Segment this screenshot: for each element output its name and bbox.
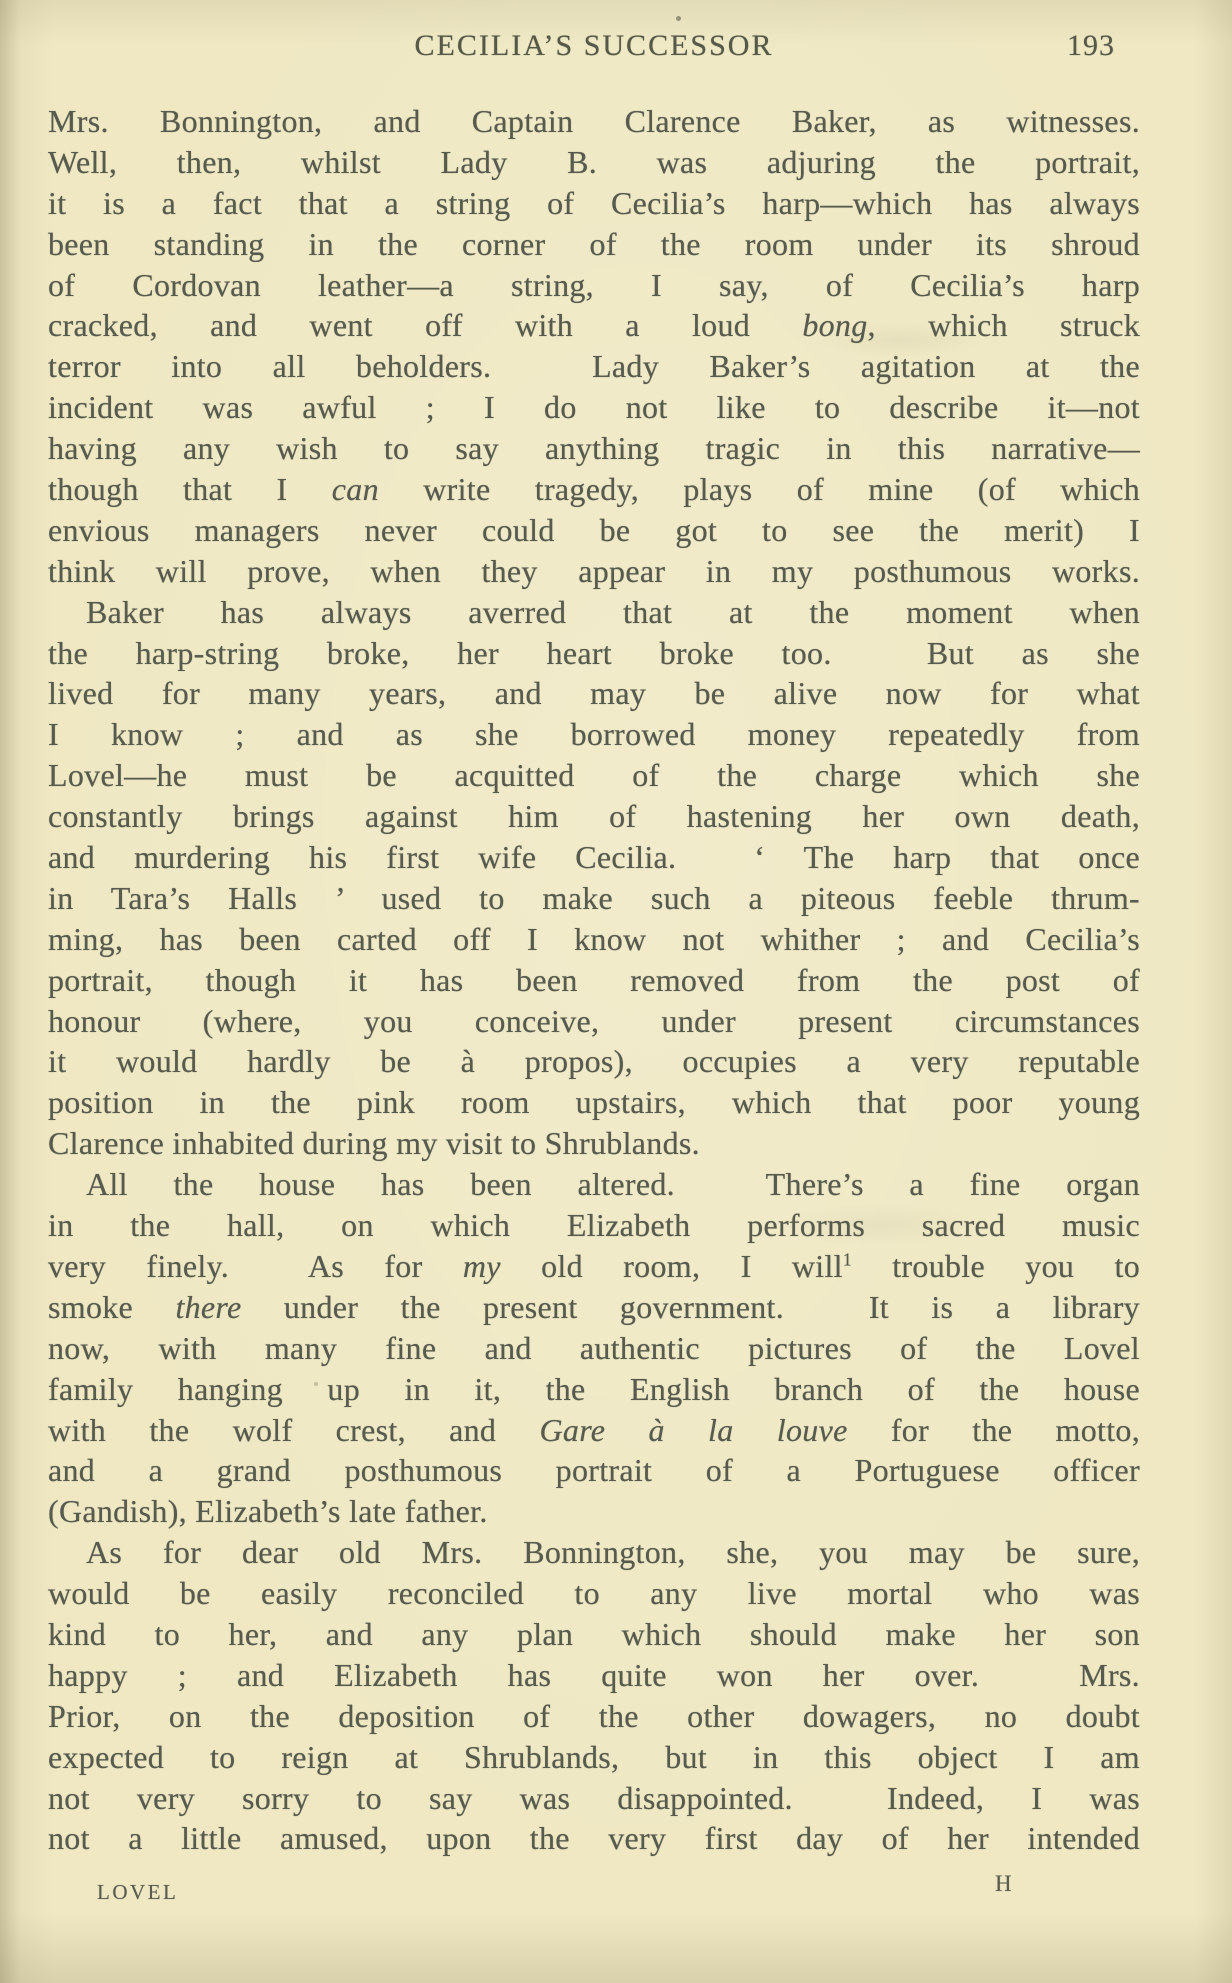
text-segment: Well, then, whilst Lady B. was adjuring the portrait, <box>48 143 1140 180</box>
text-segment: ming, has been carted off I know not whither ; and Cecilia’s <box>48 920 1140 957</box>
text-line <box>48 1532 1140 1573</box>
text-segment: and a grand posthumous portrait of a Portuguese officer <box>48 1452 1140 1489</box>
text-line <box>48 1573 1140 1614</box>
text-line <box>48 1246 1140 1287</box>
text-line <box>48 1696 1140 1737</box>
text-line <box>48 510 1140 551</box>
text-segment: it would hardly be à propos), occupies a very reputable <box>48 1043 1140 1080</box>
text-segment: Mrs. Bonnington, and Captain Clarence Baker, as witnesses. <box>48 103 1140 139</box>
text-line <box>48 1123 1140 1164</box>
text-line <box>48 1778 1140 1819</box>
text-segment: write tragedy, plays of mine (of which <box>378 471 1141 508</box>
text-segment: happy ; and Elizabeth has quite won her over. Mrs. <box>48 1656 1140 1693</box>
text-line <box>48 592 1140 633</box>
text-segment: it is a fact that a string of Cecilia’s harp—which has always <box>48 184 1140 221</box>
text-segment: expected to reign at Shrublands, but in this object I am <box>48 1738 1140 1775</box>
running-header: CECILIA’S SUCCESSOR <box>414 29 774 62</box>
text-line <box>48 878 1140 919</box>
text-line <box>48 1818 1140 1859</box>
text-line <box>48 960 1140 1001</box>
text-segment: family hanging up in it, the English branch of the house <box>48 1370 1140 1407</box>
text-segment: envious managers never could be got to see the merit) I <box>48 511 1140 548</box>
catchword: LOVEL <box>97 1880 179 1904</box>
text-segment: for the motto, <box>847 1411 1141 1448</box>
text-segment: not a little amused, upon the very first day of her intended <box>48 1820 1140 1857</box>
text-segment: trouble you to <box>851 1247 1140 1284</box>
text-segment: and murdering his first wife Cecilia. ‘ The harp that once <box>48 839 1140 876</box>
text-segment: having any wish to say anything tragic in this narrative— <box>48 430 1140 467</box>
text-segment: smoke <box>48 1288 176 1325</box>
text-segment: I know ; and as she borrowed money repeatedly from <box>48 716 1140 753</box>
text-line <box>48 1001 1140 1042</box>
text-segment: As for dear old Mrs. Bonnington, she, you may be sure, <box>86 1534 1140 1571</box>
text-segment: not very sorry to say was disappointed. Indeed, I was <box>48 1779 1140 1816</box>
text-segment: terror into all beholders. Lady Baker’s agitation at the <box>48 348 1140 385</box>
text-line <box>48 1287 1140 1328</box>
text-segment: very finely. As for <box>48 1247 463 1284</box>
text-line <box>48 1410 1140 1451</box>
text-segment: the harp-string broke, her heart broke too. But as she <box>48 634 1140 671</box>
text-line <box>48 796 1140 837</box>
text-line <box>48 1655 1140 1696</box>
page-number: 193 <box>1067 29 1115 62</box>
text-segment: with the wolf crest, and <box>48 1411 540 1448</box>
text-line <box>48 633 1140 674</box>
text-line <box>48 346 1140 387</box>
text-segment: of Cordovan leather—a string, I say, of Cecilia’s harp <box>48 266 1140 303</box>
text-line <box>48 1450 1140 1491</box>
text-segment: there <box>175 1288 242 1325</box>
text-segment: in the hall, on which Elizabeth performs sacred music <box>48 1207 1140 1244</box>
text-line <box>48 305 1140 346</box>
text-segment: constantly brings against him of hastening her own death, <box>48 798 1140 835</box>
text-segment: Baker has always averred that at the moment when <box>86 593 1140 630</box>
text-line <box>48 1164 1140 1205</box>
text-segment: (Gandish), Elizabeth’s late father. <box>48 1493 488 1530</box>
text-segment: 1 <box>842 1249 852 1270</box>
text-line <box>48 1328 1140 1369</box>
text-segment: position in the pink room upstairs, which that poor young <box>48 1084 1140 1121</box>
text-segment: kind to her, and any plan which should make her son <box>48 1615 1140 1652</box>
text-line <box>48 265 1140 306</box>
text-segment: now, with many fine and authentic pictures of the Lovel <box>48 1329 1140 1366</box>
text-line <box>48 714 1140 755</box>
text-line <box>48 673 1140 714</box>
text-line <box>48 101 1140 142</box>
text-segment: my <box>462 1247 501 1284</box>
text-line <box>48 1737 1140 1778</box>
text-segment: old room, I will <box>500 1247 843 1284</box>
text-line <box>48 1369 1140 1410</box>
signature-mark: H <box>995 1871 1012 1896</box>
text-segment: All the house has been altered. There’s a fine organ <box>86 1166 1140 1203</box>
text-line <box>48 919 1140 960</box>
text-segment: lived for many years, and may be alive now for what <box>48 675 1140 712</box>
text-line <box>48 469 1140 510</box>
text-line <box>48 142 1140 183</box>
text-line <box>48 1491 1140 1532</box>
ink-speck <box>676 16 681 21</box>
text-line <box>48 1041 1140 1082</box>
text-line <box>48 183 1140 224</box>
text-line <box>48 1205 1140 1246</box>
text-segment: , which struck <box>867 307 1141 344</box>
ink-speck <box>314 1382 318 1386</box>
text-segment: think will prove, when they appear in my posthumous works. <box>48 552 1140 589</box>
text-segment: Clarence inhabited during my visit to Shrublands. <box>48 1125 700 1162</box>
text-segment: though that I <box>48 471 332 508</box>
text-segment: bong <box>802 307 868 344</box>
text-segment: portrait, though it has been removed from the post of <box>48 961 1140 998</box>
text-segment: been standing in the corner of the room under its shroud <box>48 225 1140 262</box>
text-line <box>48 387 1140 428</box>
text-segment: Prior, on the deposition of the other dowagers, no doubt <box>48 1697 1140 1734</box>
text-segment: cracked, and went off with a loud <box>48 307 803 344</box>
text-line <box>48 755 1140 796</box>
text-line <box>48 837 1140 878</box>
text-line <box>48 551 1140 592</box>
text-segment: would be easily reconciled to any live mortal who was <box>48 1575 1140 1612</box>
text-line <box>48 428 1140 469</box>
text-segment: under the present government. It is a library <box>241 1288 1140 1325</box>
text-segment: can <box>331 471 379 508</box>
text-line <box>48 224 1140 265</box>
text-segment: honour (where, you conceive, under present circumstances <box>48 1002 1140 1039</box>
text-segment: in Tara’s Halls ’ used to make such a piteous feeble thrum- <box>48 879 1140 916</box>
text-line <box>48 1082 1140 1123</box>
text-segment: Lovel—he must be acquitted of the charge which she <box>48 757 1140 794</box>
text-line <box>48 1614 1140 1655</box>
text-segment: Gare à la louve <box>539 1411 848 1448</box>
page-text <box>48 101 1140 1859</box>
text-segment: incident was awful ; I do not like to describe it—not <box>48 389 1140 426</box>
